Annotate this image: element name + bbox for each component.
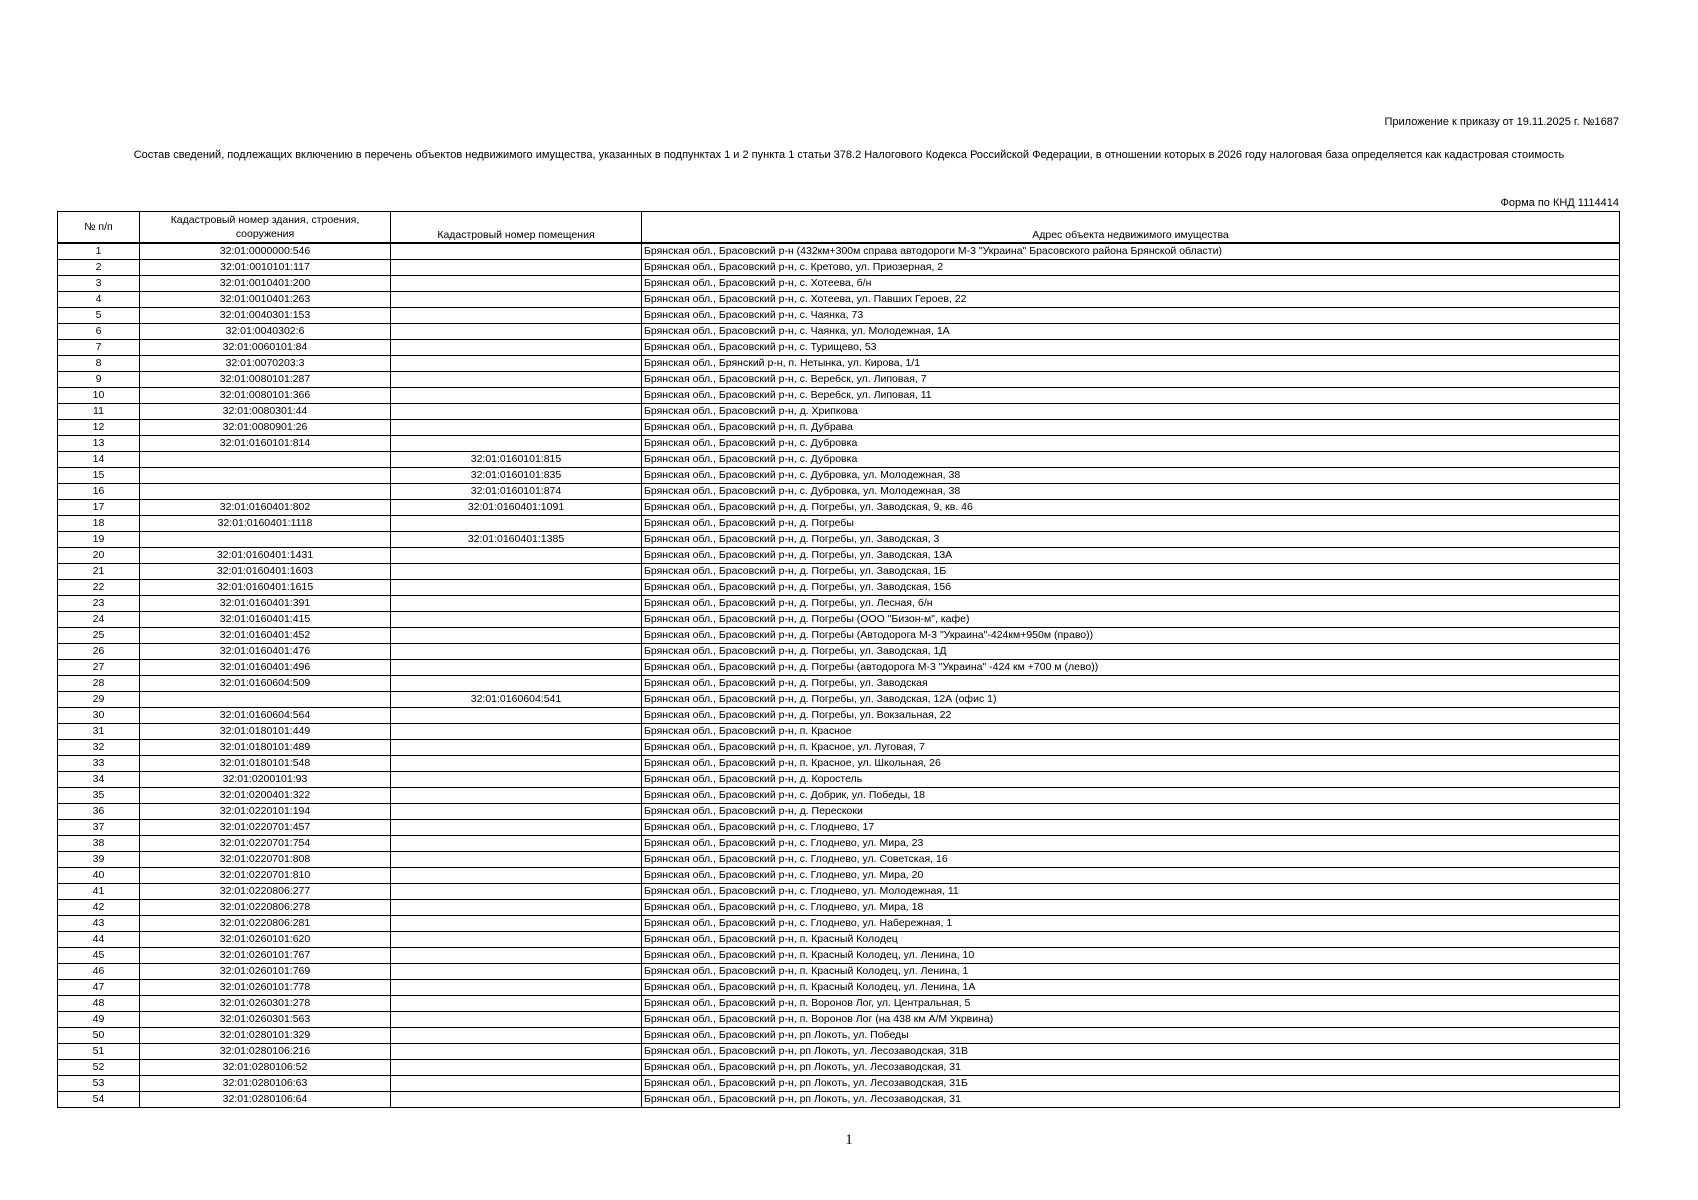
building-cadastral-number: 32:01:0260101:767 bbox=[140, 948, 391, 964]
premises-cadastral-number bbox=[391, 756, 642, 772]
address: Брянская обл., Брасовский р-н (432км+300м справа автодороги М-3 "Украина" Брасовского района Брянской области) bbox=[642, 243, 1620, 260]
address: Брянская обл., Брасовский р-н, с. Глоднево, ул. Мира, 18 bbox=[642, 900, 1620, 916]
table-row bbox=[58, 452, 1620, 468]
premises-cadastral-number bbox=[391, 772, 642, 788]
premises-cadastral-number bbox=[391, 1012, 642, 1028]
column-header-address: Адрес объекта недвижимого имущества bbox=[642, 212, 1620, 244]
building-cadastral-number: 32:01:0260101:778 bbox=[140, 980, 391, 996]
table-row bbox=[58, 836, 1620, 852]
table-row bbox=[58, 308, 1620, 324]
row-number: 12 bbox=[58, 420, 140, 436]
table-row bbox=[58, 404, 1620, 420]
address: Брянская обл., Брасовский р-н, с. Глоднево, ул. Набережная, 1 bbox=[642, 916, 1620, 932]
building-cadastral-number: 32:01:0160401:1615 bbox=[140, 580, 391, 596]
table-row bbox=[58, 243, 1620, 260]
building-cadastral-number: 32:01:0160401:496 bbox=[140, 660, 391, 676]
row-number: 53 bbox=[58, 1076, 140, 1092]
premises-cadastral-number bbox=[391, 372, 642, 388]
row-number: 42 bbox=[58, 900, 140, 916]
address: Брянская обл., Брасовский р-н, д. Погребы (автодорога М-3 "Украина" -424 км +700 м (лево)) bbox=[642, 660, 1620, 676]
building-cadastral-number: 32:01:0260101:620 bbox=[140, 932, 391, 948]
premises-cadastral-number: 32:01:0160401:1385 bbox=[391, 532, 642, 548]
building-cadastral-number: 32:01:0220701:810 bbox=[140, 868, 391, 884]
premises-cadastral-number bbox=[391, 1044, 642, 1060]
table-row bbox=[58, 532, 1620, 548]
premises-cadastral-number: 32:01:0160101:815 bbox=[391, 452, 642, 468]
building-cadastral-number: 32:01:0160401:1431 bbox=[140, 548, 391, 564]
table-body bbox=[58, 243, 1620, 1108]
building-cadastral-number: 32:01:0010401:200 bbox=[140, 276, 391, 292]
row-number: 16 bbox=[58, 484, 140, 500]
row-number: 13 bbox=[58, 436, 140, 452]
building-cadastral-number: 32:01:0080101:287 bbox=[140, 372, 391, 388]
building-cadastral-number: 32:01:0010101:117 bbox=[140, 260, 391, 276]
address: Брянская обл., Брасовский р-н, с. Добрик, ул. Победы, 18 bbox=[642, 788, 1620, 804]
premises-cadastral-number bbox=[391, 836, 642, 852]
table-row bbox=[58, 436, 1620, 452]
row-number: 54 bbox=[58, 1092, 140, 1108]
building-cadastral-number: 32:01:0280101:329 bbox=[140, 1028, 391, 1044]
table-row bbox=[58, 340, 1620, 356]
address: Брянская обл., Брасовский р-н, д. Погребы, ул. Заводская bbox=[642, 676, 1620, 692]
building-cadastral-number bbox=[140, 484, 391, 500]
table-row bbox=[58, 724, 1620, 740]
table-row bbox=[58, 1076, 1620, 1092]
table-row bbox=[58, 468, 1620, 484]
table-row bbox=[58, 1060, 1620, 1076]
address: Брянская обл., Брянский р-н, п. Нетынка, ул. Кирова, 1/1 bbox=[642, 356, 1620, 372]
premises-cadastral-number bbox=[391, 612, 642, 628]
premises-cadastral-number bbox=[391, 1076, 642, 1092]
row-number: 25 bbox=[58, 628, 140, 644]
address: Брянская обл., Брасовский р-н, д. Погребы, ул. Заводская, 12А (офис 1) bbox=[642, 692, 1620, 708]
building-cadastral-number: 32:01:0160604:564 bbox=[140, 708, 391, 724]
table-row bbox=[58, 740, 1620, 756]
row-number: 37 bbox=[58, 820, 140, 836]
building-cadastral-number: 32:01:0220806:277 bbox=[140, 884, 391, 900]
column-header-num: № п/п bbox=[58, 212, 140, 244]
row-number: 46 bbox=[58, 964, 140, 980]
premises-cadastral-number bbox=[391, 596, 642, 612]
table-row bbox=[58, 996, 1620, 1012]
row-number: 14 bbox=[58, 452, 140, 468]
building-cadastral-number: 32:01:0160401:476 bbox=[140, 644, 391, 660]
table-row bbox=[58, 676, 1620, 692]
premises-cadastral-number: 32:01:0160101:835 bbox=[391, 468, 642, 484]
premises-cadastral-number bbox=[391, 980, 642, 996]
table-row bbox=[58, 852, 1620, 868]
address: Брянская обл., Брасовский р-н, с. Чаянка, ул. Молодежная, 1А bbox=[642, 324, 1620, 340]
premises-cadastral-number bbox=[391, 804, 642, 820]
building-cadastral-number: 32:01:0220101:194 bbox=[140, 804, 391, 820]
address: Брянская обл., Брасовский р-н, п. Красный Колодец, ул. Ленина, 10 bbox=[642, 948, 1620, 964]
building-cadastral-number: 32:01:0160401:391 bbox=[140, 596, 391, 612]
table-row bbox=[58, 1012, 1620, 1028]
building-cadastral-number: 32:01:0280106:64 bbox=[140, 1092, 391, 1108]
form-code: Форма по КНД 1114414 bbox=[1500, 197, 1619, 209]
building-cadastral-number: 32:01:0080901:26 bbox=[140, 420, 391, 436]
table-row bbox=[58, 516, 1620, 532]
table-row bbox=[58, 1092, 1620, 1108]
premises-cadastral-number bbox=[391, 292, 642, 308]
table-row bbox=[58, 292, 1620, 308]
address: Брянская обл., Брасовский р-н, с. Чаянка, 73 bbox=[642, 308, 1620, 324]
address: Брянская обл., Брасовский р-н, с. Хотеева, б/н bbox=[642, 276, 1620, 292]
address: Брянская обл., Брасовский р-н, д. Коростель bbox=[642, 772, 1620, 788]
building-cadastral-number bbox=[140, 532, 391, 548]
address: Брянская обл., Брасовский р-н, д. Погребы, ул. Вокзальная, 22 bbox=[642, 708, 1620, 724]
address: Брянская обл., Брасовский р-н, п. Красный Колодец, ул. Ленина, 1 bbox=[642, 964, 1620, 980]
premises-cadastral-number bbox=[391, 404, 642, 420]
premises-cadastral-number: 32:01:0160401:1091 bbox=[391, 500, 642, 516]
building-cadastral-number: 32:01:0000000:546 bbox=[140, 243, 391, 260]
table-row bbox=[58, 420, 1620, 436]
address: Брянская обл., Брасовский р-н, д. Погребы, ул. Заводская, 13А bbox=[642, 548, 1620, 564]
premises-cadastral-number: 32:01:0160101:874 bbox=[391, 484, 642, 500]
premises-cadastral-number bbox=[391, 788, 642, 804]
address: Брянская обл., Брасовский р-н, с. Дубровка bbox=[642, 436, 1620, 452]
address: Брянская обл., Брасовский р-н, рп Локоть, ул. Лесозаводская, 31 bbox=[642, 1060, 1620, 1076]
appendix-note: Приложение к приказу от 19.11.2025 г. №1687 bbox=[1384, 116, 1619, 128]
building-cadastral-number: 32:01:0160401:802 bbox=[140, 500, 391, 516]
premises-cadastral-number bbox=[391, 1060, 642, 1076]
premises-cadastral-number bbox=[391, 900, 642, 916]
building-cadastral-number bbox=[140, 692, 391, 708]
building-cadastral-number: 32:01:0200401:322 bbox=[140, 788, 391, 804]
building-cadastral-number: 32:01:0200101:93 bbox=[140, 772, 391, 788]
address: Брянская обл., Брасовский р-н, с. Глоднево, 17 bbox=[642, 820, 1620, 836]
premises-cadastral-number bbox=[391, 996, 642, 1012]
address: Брянская обл., Брасовский р-н, п. Воронов Лог, ул. Центральная, 5 bbox=[642, 996, 1620, 1012]
premises-cadastral-number bbox=[391, 820, 642, 836]
document-title: Состав сведений, подлежащих включению в перечень объектов недвижимого имущества, указанных в подпунктах 1 и 2 пункта 1 статьи 378.2 Налогового Кодекса Российской Федерации, в отношении которых в 2026 году налоговая база определяется как кадастровая стоимость bbox=[133, 149, 1565, 161]
table-row bbox=[58, 756, 1620, 772]
row-number: 6 bbox=[58, 324, 140, 340]
premises-cadastral-number bbox=[391, 340, 642, 356]
address: Брянская обл., Брасовский р-н, рп Локоть, ул. Победы bbox=[642, 1028, 1620, 1044]
building-cadastral-number: 32:01:0040301:153 bbox=[140, 308, 391, 324]
row-number: 30 bbox=[58, 708, 140, 724]
row-number: 32 bbox=[58, 740, 140, 756]
address: Брянская обл., Брасовский р-н, п. Дубрава bbox=[642, 420, 1620, 436]
building-cadastral-number: 32:01:0070203:3 bbox=[140, 356, 391, 372]
address: Брянская обл., Брасовский р-н, с. Веребск, ул. Липовая, 11 bbox=[642, 388, 1620, 404]
address: Брянская обл., Брасовский р-н, п. Красный Колодец bbox=[642, 932, 1620, 948]
building-cadastral-number: 32:01:0160401:1118 bbox=[140, 516, 391, 532]
table-row bbox=[58, 932, 1620, 948]
building-cadastral-number: 32:01:0220701:808 bbox=[140, 852, 391, 868]
address: Брянская обл., Брасовский р-н, с. Кретово, ул. Приозерная, 2 bbox=[642, 260, 1620, 276]
table-row bbox=[58, 548, 1620, 564]
row-number: 49 bbox=[58, 1012, 140, 1028]
table-row bbox=[58, 980, 1620, 996]
address: Брянская обл., Брасовский р-н, рп Локоть, ул. Лесозаводская, 31В bbox=[642, 1044, 1620, 1060]
premises-cadastral-number bbox=[391, 868, 642, 884]
row-number: 48 bbox=[58, 996, 140, 1012]
premises-cadastral-number bbox=[391, 548, 642, 564]
row-number: 29 bbox=[58, 692, 140, 708]
building-cadastral-number bbox=[140, 468, 391, 484]
building-cadastral-number: 32:01:0060101:84 bbox=[140, 340, 391, 356]
column-header-building: Кадастровый номер здания, строения, сооружения bbox=[140, 212, 391, 244]
building-cadastral-number: 32:01:0180101:449 bbox=[140, 724, 391, 740]
row-number: 7 bbox=[58, 340, 140, 356]
table-row bbox=[58, 388, 1620, 404]
row-number: 21 bbox=[58, 564, 140, 580]
table-row bbox=[58, 580, 1620, 596]
address: Брянская обл., Брасовский р-н, с. Глоднево, ул. Мира, 23 bbox=[642, 836, 1620, 852]
table-row bbox=[58, 1044, 1620, 1060]
premises-cadastral-number bbox=[391, 660, 642, 676]
row-number: 19 bbox=[58, 532, 140, 548]
building-cadastral-number: 32:01:0220806:281 bbox=[140, 916, 391, 932]
address: Брянская обл., Брасовский р-н, с. Хотеева, ул. Павших Героев, 22 bbox=[642, 292, 1620, 308]
address: Брянская обл., Брасовский р-н, д. Погребы bbox=[642, 516, 1620, 532]
address: Брянская обл., Брасовский р-н, д. Перескоки bbox=[642, 804, 1620, 820]
row-number: 18 bbox=[58, 516, 140, 532]
building-cadastral-number: 32:01:0010401:263 bbox=[140, 292, 391, 308]
address: Брянская обл., Брасовский р-н, рп Локоть, ул. Лесозаводская, 31Б bbox=[642, 1076, 1620, 1092]
table-row bbox=[58, 372, 1620, 388]
address: Брянская обл., Брасовский р-н, д. Погребы (ООО "Бизон-м", кафе) bbox=[642, 612, 1620, 628]
premises-cadastral-number bbox=[391, 324, 642, 340]
premises-cadastral-number bbox=[391, 740, 642, 756]
row-number: 39 bbox=[58, 852, 140, 868]
row-number: 38 bbox=[58, 836, 140, 852]
premises-cadastral-number bbox=[391, 516, 642, 532]
row-number: 31 bbox=[58, 724, 140, 740]
address: Брянская обл., Брасовский р-н, с. Дубровка, ул. Молодежная, 38 bbox=[642, 484, 1620, 500]
table-row bbox=[58, 820, 1620, 836]
table-row bbox=[58, 484, 1620, 500]
premises-cadastral-number bbox=[391, 676, 642, 692]
table-row bbox=[58, 596, 1620, 612]
table-row bbox=[58, 660, 1620, 676]
row-number: 40 bbox=[58, 868, 140, 884]
table-row bbox=[58, 612, 1620, 628]
premises-cadastral-number bbox=[391, 932, 642, 948]
building-cadastral-number: 32:01:0220806:278 bbox=[140, 900, 391, 916]
address: Брянская обл., Брасовский р-н, д. Погребы, ул. Заводская, 1Б bbox=[642, 564, 1620, 580]
row-number: 9 bbox=[58, 372, 140, 388]
address: Брянская обл., Брасовский р-н, с. Глоднево, ул. Советская, 16 bbox=[642, 852, 1620, 868]
address: Брянская обл., Брасовский р-н, с. Веребск, ул. Липовая, 7 bbox=[642, 372, 1620, 388]
table-row bbox=[58, 260, 1620, 276]
premises-cadastral-number bbox=[391, 580, 642, 596]
row-number: 26 bbox=[58, 644, 140, 660]
premises-cadastral-number bbox=[391, 243, 642, 260]
building-cadastral-number: 32:01:0260301:278 bbox=[140, 996, 391, 1012]
row-number: 17 bbox=[58, 500, 140, 516]
building-cadastral-number: 32:01:0160604:509 bbox=[140, 676, 391, 692]
building-cadastral-number: 32:01:0040302:6 bbox=[140, 324, 391, 340]
building-cadastral-number: 32:01:0160401:415 bbox=[140, 612, 391, 628]
address: Брянская обл., Брасовский р-н, п. Красное, ул. Школьная, 26 bbox=[642, 756, 1620, 772]
address: Брянская обл., Брасовский р-н, п. Воронов Лог (на 438 км А/М Укрвина) bbox=[642, 1012, 1620, 1028]
table-row bbox=[58, 948, 1620, 964]
address: Брянская обл., Брасовский р-н, п. Красный Колодец, ул. Ленина, 1А bbox=[642, 980, 1620, 996]
building-cadastral-number: 32:01:0160101:814 bbox=[140, 436, 391, 452]
address: Брянская обл., Брасовский р-н, п. Красное, ул. Луговая, 7 bbox=[642, 740, 1620, 756]
row-number: 51 bbox=[58, 1044, 140, 1060]
row-number: 34 bbox=[58, 772, 140, 788]
premises-cadastral-number bbox=[391, 724, 642, 740]
table-row bbox=[58, 964, 1620, 980]
row-number: 52 bbox=[58, 1060, 140, 1076]
premises-cadastral-number bbox=[391, 436, 642, 452]
row-number: 44 bbox=[58, 932, 140, 948]
row-number: 41 bbox=[58, 884, 140, 900]
address: Брянская обл., Брасовский р-н, д. Погребы, ул. Заводская, 1Д bbox=[642, 644, 1620, 660]
premises-cadastral-number bbox=[391, 260, 642, 276]
premises-cadastral-number bbox=[391, 948, 642, 964]
address: Брянская обл., Брасовский р-н, с. Турищево, 53 bbox=[642, 340, 1620, 356]
premises-cadastral-number bbox=[391, 1028, 642, 1044]
row-number: 11 bbox=[58, 404, 140, 420]
row-number: 35 bbox=[58, 788, 140, 804]
building-cadastral-number: 32:01:0220701:754 bbox=[140, 836, 391, 852]
row-number: 43 bbox=[58, 916, 140, 932]
premises-cadastral-number bbox=[391, 276, 642, 292]
premises-cadastral-number bbox=[391, 708, 642, 724]
table-row bbox=[58, 500, 1620, 516]
building-cadastral-number: 32:01:0080101:366 bbox=[140, 388, 391, 404]
building-cadastral-number bbox=[140, 452, 391, 468]
address: Брянская обл., Брасовский р-н, д. Погребы, ул. Заводская, 15б bbox=[642, 580, 1620, 596]
address: Брянская обл., Брасовский р-н, п. Красное bbox=[642, 724, 1620, 740]
building-cadastral-number: 32:01:0160401:452 bbox=[140, 628, 391, 644]
row-number: 4 bbox=[58, 292, 140, 308]
table-row bbox=[58, 804, 1620, 820]
table-row bbox=[58, 868, 1620, 884]
row-number: 50 bbox=[58, 1028, 140, 1044]
premises-cadastral-number bbox=[391, 420, 642, 436]
table-row bbox=[58, 772, 1620, 788]
building-cadastral-number: 32:01:0280106:216 bbox=[140, 1044, 391, 1060]
premises-cadastral-number bbox=[391, 564, 642, 580]
premises-cadastral-number bbox=[391, 1092, 642, 1108]
row-number: 10 bbox=[58, 388, 140, 404]
table-row bbox=[58, 692, 1620, 708]
row-number: 5 bbox=[58, 308, 140, 324]
row-number: 36 bbox=[58, 804, 140, 820]
row-number: 27 bbox=[58, 660, 140, 676]
row-number: 3 bbox=[58, 276, 140, 292]
page-number: 1 bbox=[845, 1132, 853, 1148]
table-row bbox=[58, 276, 1620, 292]
table-row bbox=[58, 1028, 1620, 1044]
table-row bbox=[58, 788, 1620, 804]
table-row bbox=[58, 884, 1620, 900]
premises-cadastral-number bbox=[391, 644, 642, 660]
address: Брянская обл., Брасовский р-н, с. Глоднево, ул. Молодежная, 11 bbox=[642, 884, 1620, 900]
premises-cadastral-number bbox=[391, 356, 642, 372]
address: Брянская обл., Брасовский р-н, д. Погребы, ул. Заводская, 3 bbox=[642, 532, 1620, 548]
premises-cadastral-number bbox=[391, 308, 642, 324]
table-row bbox=[58, 324, 1620, 340]
address: Брянская обл., Брасовский р-н, рп Локоть, ул. Лесозаводская, 31 bbox=[642, 1092, 1620, 1108]
premises-cadastral-number bbox=[391, 964, 642, 980]
table-row bbox=[58, 356, 1620, 372]
row-number: 28 bbox=[58, 676, 140, 692]
row-number: 8 bbox=[58, 356, 140, 372]
address: Брянская обл., Брасовский р-н, с. Дубровка bbox=[642, 452, 1620, 468]
row-number: 2 bbox=[58, 260, 140, 276]
building-cadastral-number: 32:01:0280106:52 bbox=[140, 1060, 391, 1076]
table-row bbox=[58, 644, 1620, 660]
premises-cadastral-number bbox=[391, 852, 642, 868]
row-number: 33 bbox=[58, 756, 140, 772]
row-number: 15 bbox=[58, 468, 140, 484]
building-cadastral-number: 32:01:0160401:1603 bbox=[140, 564, 391, 580]
row-number: 1 bbox=[58, 243, 140, 260]
table-row bbox=[58, 900, 1620, 916]
address: Брянская обл., Брасовский р-н, с. Дубровка, ул. Молодежная, 38 bbox=[642, 468, 1620, 484]
address: Брянская обл., Брасовский р-н, д. Погребы, ул. Заводская, 9, кв. 46 bbox=[642, 500, 1620, 516]
table-header-row bbox=[58, 212, 1620, 244]
table-row bbox=[58, 564, 1620, 580]
building-cadastral-number: 32:01:0220701:457 bbox=[140, 820, 391, 836]
address: Брянская обл., Брасовский р-н, с. Глоднево, ул. Мира, 20 bbox=[642, 868, 1620, 884]
address: Брянская обл., Брасовский р-н, д. Хрипкова bbox=[642, 404, 1620, 420]
address: Брянская обл., Брасовский р-н, д. Погребы, ул. Лесная, б/н bbox=[642, 596, 1620, 612]
row-number: 45 bbox=[58, 948, 140, 964]
row-number: 24 bbox=[58, 612, 140, 628]
row-number: 20 bbox=[58, 548, 140, 564]
row-number: 47 bbox=[58, 980, 140, 996]
premises-cadastral-number bbox=[391, 884, 642, 900]
table-row bbox=[58, 916, 1620, 932]
building-cadastral-number: 32:01:0260301:563 bbox=[140, 1012, 391, 1028]
column-header-premises: Кадастровый номер помещения bbox=[391, 212, 642, 244]
building-cadastral-number: 32:01:0180101:489 bbox=[140, 740, 391, 756]
building-cadastral-number: 32:01:0080301:44 bbox=[140, 404, 391, 420]
building-cadastral-number: 32:01:0280106:63 bbox=[140, 1076, 391, 1092]
premises-cadastral-number bbox=[391, 628, 642, 644]
row-number: 22 bbox=[58, 580, 140, 596]
address: Брянская обл., Брасовский р-н, д. Погребы (Автодорога М-3 "Украина"-424км+950м (право)) bbox=[642, 628, 1620, 644]
premises-cadastral-number bbox=[391, 388, 642, 404]
building-cadastral-number: 32:01:0260101:769 bbox=[140, 964, 391, 980]
table-row bbox=[58, 708, 1620, 724]
building-cadastral-number: 32:01:0180101:548 bbox=[140, 756, 391, 772]
row-number: 23 bbox=[58, 596, 140, 612]
table-row bbox=[58, 628, 1620, 644]
property-table bbox=[57, 211, 1620, 1108]
premises-cadastral-number: 32:01:0160604:541 bbox=[391, 692, 642, 708]
premises-cadastral-number bbox=[391, 916, 642, 932]
